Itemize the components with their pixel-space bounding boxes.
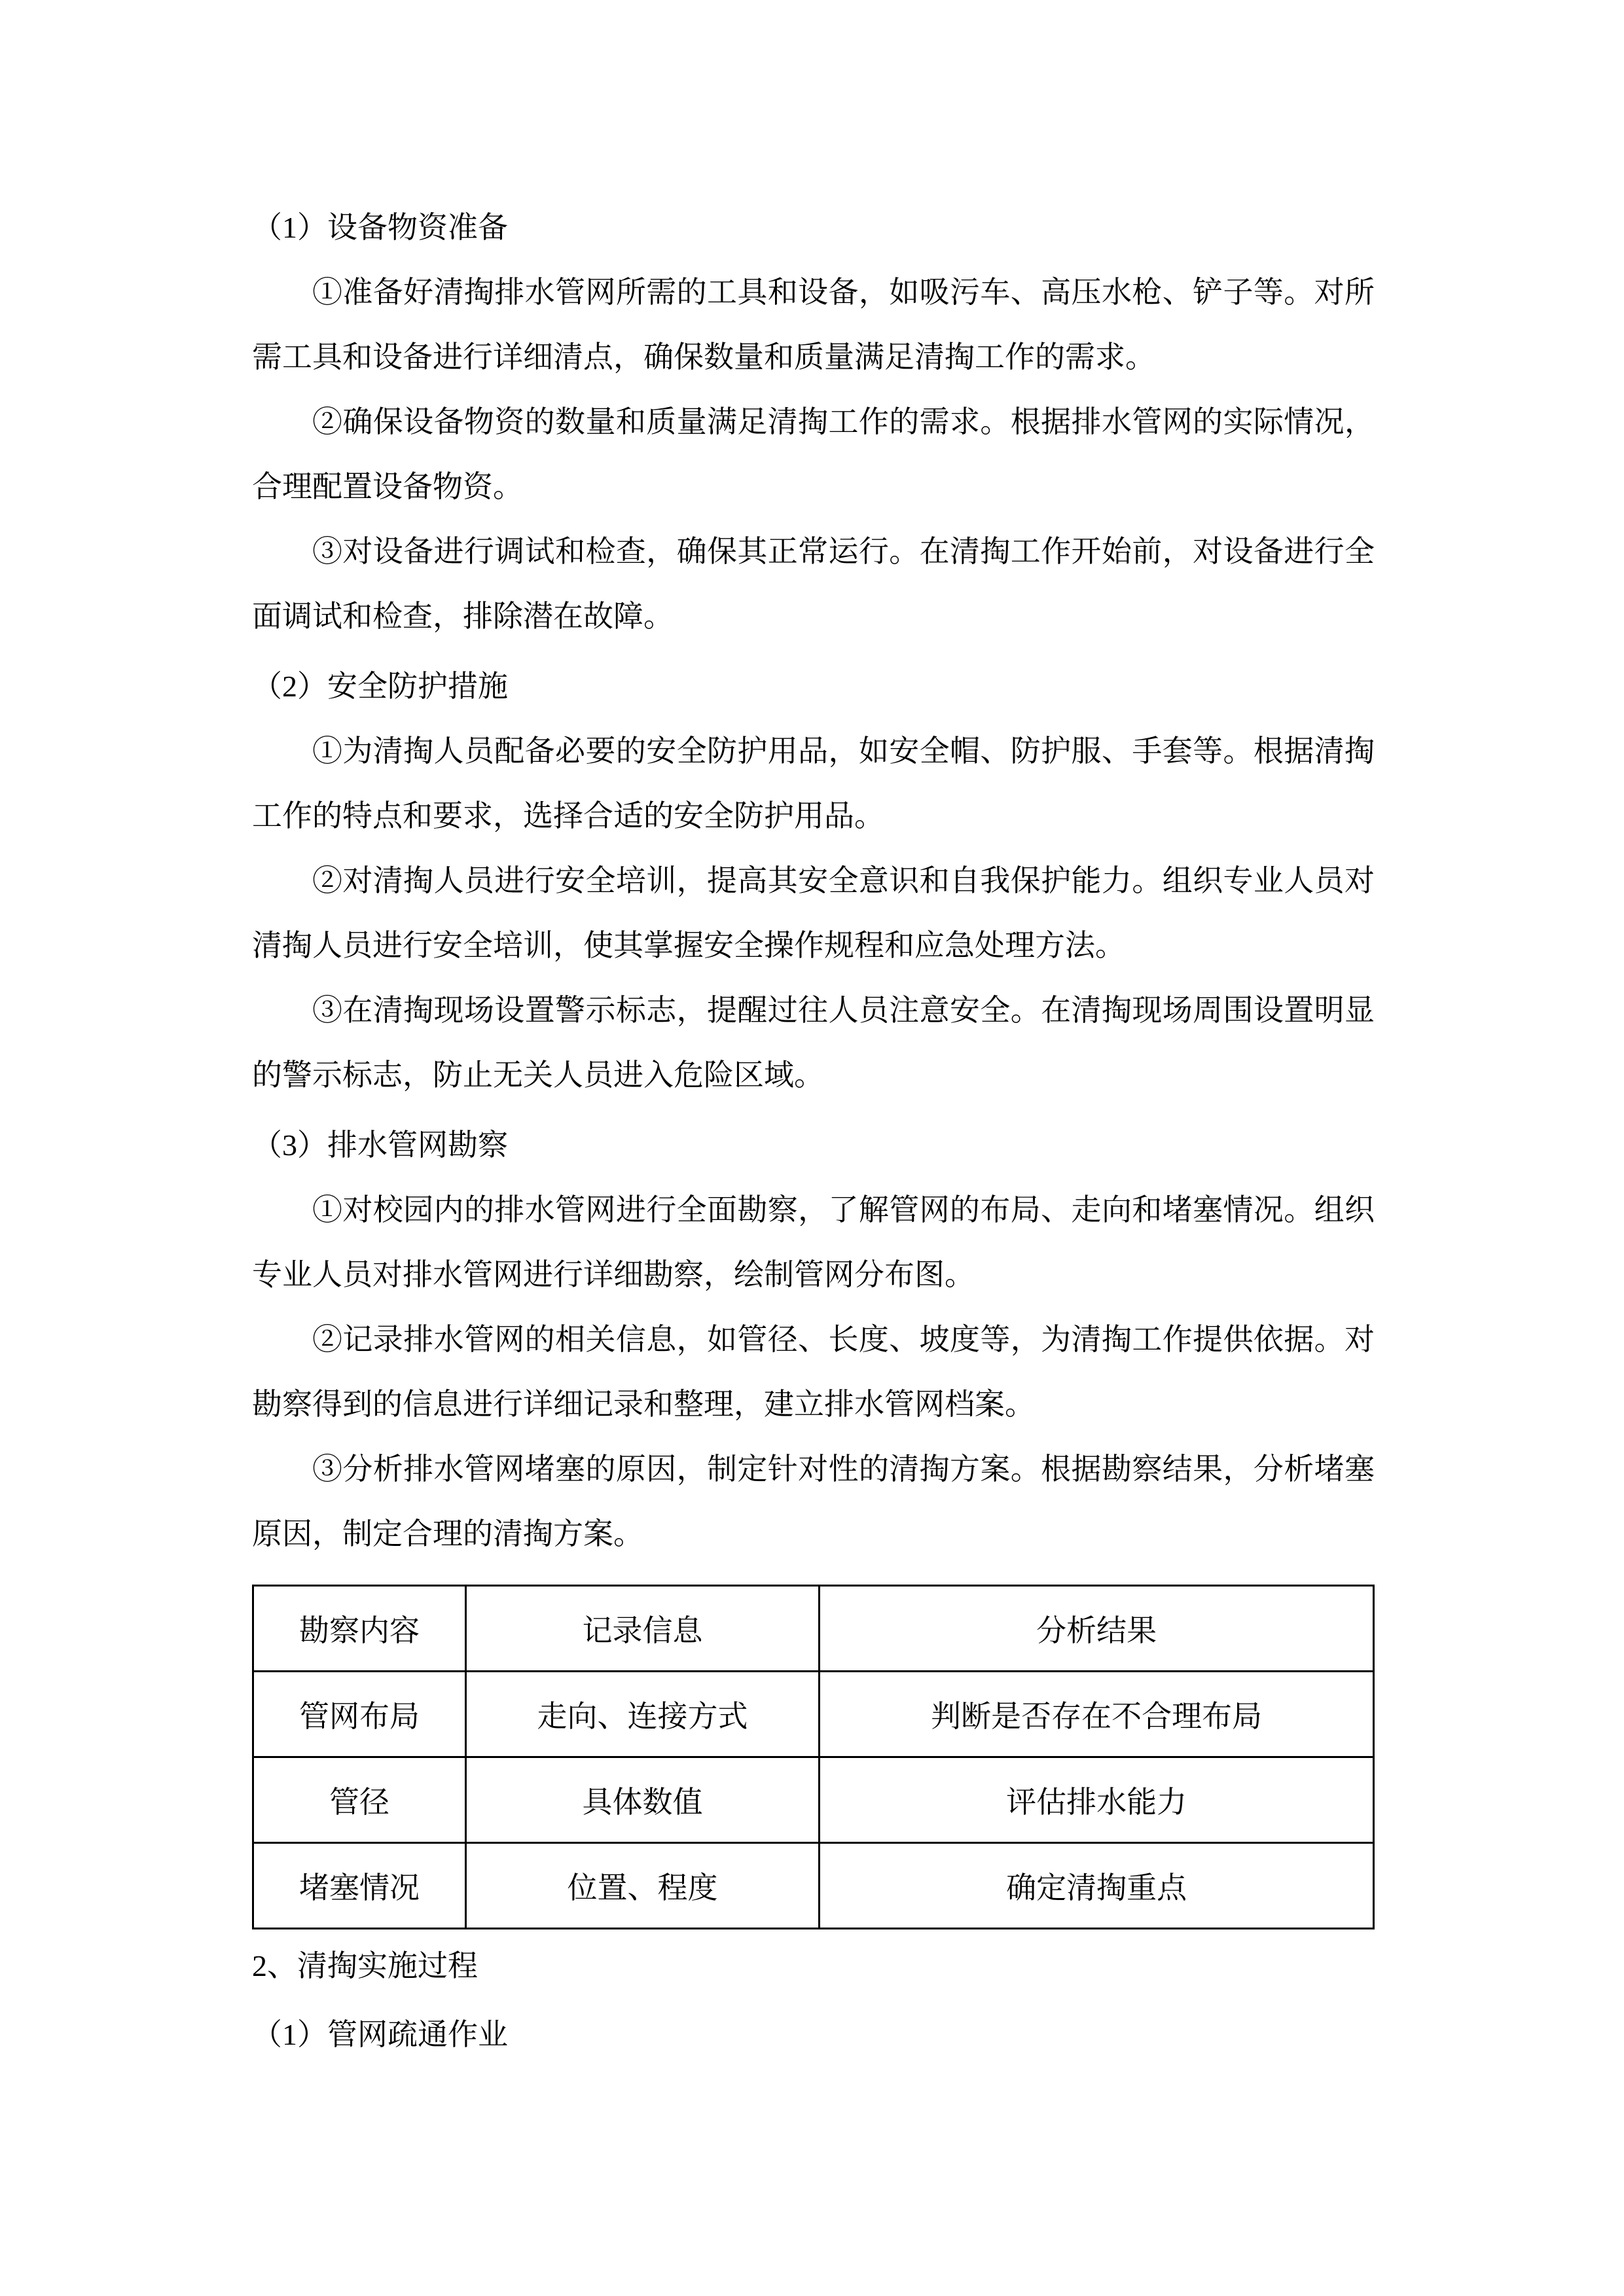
paragraph: ②对清掏人员进行安全培训，提高其安全意识和自我保护能力。组织专业人员对清掏人员进行安全培训，使其掌握安全操作规程和应急处理方法。 bbox=[252, 864, 1375, 962]
paragraph: ②记录排水管网的相关信息，如管径、长度、坡度等，为清掏工作提供依据。对勘察得到的信息进行详细记录和整理，建立排水管网档案。 bbox=[252, 1323, 1375, 1421]
table-cell: 管网布局 bbox=[253, 1672, 466, 1757]
paragraph: ①对校园内的排水管网进行全面勘察，了解管网的布局、走向和堵塞情况。组织专业人员对排水管网进行详细勘察，绘制管网分布图。 bbox=[252, 1193, 1375, 1291]
survey-table bbox=[252, 1585, 1375, 1929]
table-cell: 堵塞情况 bbox=[253, 1843, 466, 1929]
table-cell: 位置、程度 bbox=[465, 1843, 819, 1929]
table-cell: 确定清掏重点 bbox=[820, 1843, 1374, 1929]
table-row bbox=[253, 1843, 1374, 1929]
table-row bbox=[253, 1757, 1374, 1843]
closing-line: （1）管网疏通作业 bbox=[252, 2018, 508, 2051]
section-heading: （1）设备物资准备 bbox=[252, 211, 508, 244]
section-heading: （3）排水管网勘察 bbox=[252, 1128, 508, 1162]
document-content bbox=[252, 195, 1375, 2067]
paragraph: ①准备好清掏排水管网所需的工具和设备，如吸污车、高压水枪、铲子等。对所需工具和设备进行详细清点，确保数量和质量满足清掏工作的需求。 bbox=[252, 276, 1375, 374]
document-page bbox=[252, 190, 1375, 2067]
paragraph: ③分析排水管网堵塞的原因，制定针对性的清掏方案。根据勘察结果，分析堵塞原因，制定合理的清掏方案。 bbox=[252, 1452, 1375, 1551]
section-heading: （2）安全防护措施 bbox=[252, 670, 508, 703]
table-cell: 具体数值 bbox=[465, 1757, 819, 1843]
table-cell: 判断是否存在不合理布局 bbox=[820, 1672, 1374, 1757]
table-row bbox=[253, 1672, 1374, 1757]
paragraph: ②确保设备物资的数量和质量满足清掏工作的需求。根据排水管网的实际情况，合理配置设备物资。 bbox=[252, 405, 1375, 503]
paragraph: ③在清掏现场设置警示标志，提醒过往人员注意安全。在清掏现场周围设置明显的警示标志，防止无关人员进入危险区域。 bbox=[252, 994, 1375, 1092]
table-cell: 走向、连接方式 bbox=[465, 1672, 819, 1757]
table-header-cell: 分析结果 bbox=[820, 1586, 1374, 1672]
table-cell: 管径 bbox=[253, 1757, 466, 1843]
table-header-cell: 记录信息 bbox=[465, 1586, 819, 1672]
closing-line: 2、清掏实施过程 bbox=[252, 1949, 478, 1982]
table-cell: 评估排水能力 bbox=[820, 1757, 1374, 1843]
table-header-cell: 勘察内容 bbox=[253, 1586, 466, 1672]
paragraph: ③对设备进行调试和检查，确保其正常运行。在清掏工作开始前，对设备进行全面调试和检查，排除潜在故障。 bbox=[252, 535, 1375, 633]
paragraph: ①为清掏人员配备必要的安全防护用品，如安全帽、防护服、手套等。根据清掏工作的特点和要求，选择合适的安全防护用品。 bbox=[252, 734, 1375, 833]
table-header-row bbox=[253, 1586, 1374, 1672]
